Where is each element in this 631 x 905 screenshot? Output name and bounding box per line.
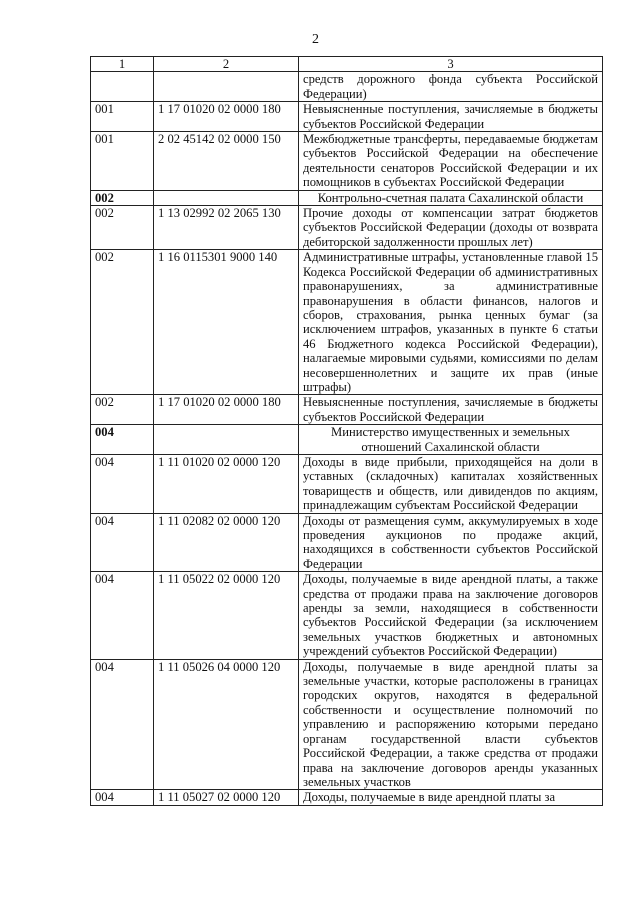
- revenue-description: средств дорожного фонда субъекта Российской Федерации): [299, 72, 603, 102]
- administrator-header-row: [91, 425, 603, 455]
- budget-classification-code: 1 13 02992 02 2065 130: [154, 206, 299, 250]
- admin-code: 004: [91, 572, 154, 659]
- admin-code: 002: [91, 250, 154, 395]
- administrator-header-row: [91, 190, 603, 205]
- table-row: [91, 132, 603, 191]
- table-row: [91, 659, 603, 790]
- budget-classification-code: [154, 425, 299, 455]
- budget-classification-code: [154, 190, 299, 205]
- admin-code: [91, 72, 154, 102]
- admin-code: 001: [91, 132, 154, 191]
- column-header-2: 2: [154, 57, 299, 72]
- admin-code: 004: [91, 513, 154, 572]
- table-header-row: [91, 57, 603, 72]
- admin-code: 002: [91, 206, 154, 250]
- admin-code: 004: [91, 425, 154, 455]
- budget-classification-code: 2 02 45142 02 0000 150: [154, 132, 299, 191]
- admin-code: 001: [91, 102, 154, 132]
- table-row: [91, 572, 603, 659]
- budget-classification-code: 1 16 0115301 9000 140: [154, 250, 299, 395]
- column-header-1: 1: [91, 57, 154, 72]
- revenue-description: Доходы, получаемые в виде арендной платы за: [299, 790, 603, 805]
- revenue-description: Межбюджетные трансферты, передаваемые бюджетам субъектов Российской Федерации на обеспечение деятельности сенаторов Российской Федерации и их помощников в субъектах Российской Федерации: [299, 132, 603, 191]
- table-row: [91, 395, 603, 425]
- revenue-description: Доходы, получаемые в виде арендной платы за земельные участки, которые расположены в границах городских округов, находятся в федеральной собственности и осуществление полномочий по управлению и распоряжению которыми передано органам государственной власти субъектов Российской Федерации, а также средства от продажи права на заключение договоров аренды указанных земельных участков: [299, 659, 603, 790]
- table-row: [91, 206, 603, 250]
- revenue-description: Доходы от размещения сумм, аккумулируемых в ходе проведения аукционов по продаже акций, находящихся в собственности субъектов Российской Федерации: [299, 513, 603, 572]
- table-row: [91, 102, 603, 132]
- budget-classification-code: 1 11 02082 02 0000 120: [154, 513, 299, 572]
- revenue-description: Невыясненные поступления, зачисляемые в бюджеты субъектов Российской Федерации: [299, 395, 603, 425]
- administrator-name: Министерство имущественных и земельных отношений Сахалинской области: [299, 425, 603, 455]
- admin-code: 004: [91, 659, 154, 790]
- budget-classification-code: [154, 72, 299, 102]
- table-row: [91, 513, 603, 572]
- revenue-description: Административные штрафы, установленные главой 15 Кодекса Российской Федерации об административных правонарушениях, за административные правонарушения в области финансов, налогов и сборов, страхования, рынка ценных бумаг (за исключением штрафов, указанных в пункте 6 статьи 46 Бюджетного кодекса Российской Федерации), налагаемые мировыми судьями, комиссиями по делам несовершеннолетних и защите их прав (иные штрафы): [299, 250, 603, 395]
- administrator-name: Контрольно-счетная палата Сахалинской области: [299, 190, 603, 205]
- table-row: [91, 250, 603, 395]
- revenue-description: Прочие доходы от компенсации затрат бюджетов субъектов Российской Федерации (доходы от возврата дебиторской задолженности прошлых лет): [299, 206, 603, 250]
- revenue-code-table: [90, 56, 603, 806]
- budget-classification-code: 1 11 05026 04 0000 120: [154, 659, 299, 790]
- revenue-description: Доходы в виде прибыли, приходящейся на доли в уставных (складочных) капиталах хозяйственных товариществ и обществ, или дивидендов по акциям, принадлежащим субъектам Российской Федерации: [299, 454, 603, 513]
- budget-classification-code: 1 11 01020 02 0000 120: [154, 454, 299, 513]
- page-number: 2: [312, 32, 319, 47]
- admin-code: 004: [91, 454, 154, 513]
- table-row: [91, 790, 603, 805]
- budget-classification-code: 1 17 01020 02 0000 180: [154, 102, 299, 132]
- revenue-description: Невыясненные поступления, зачисляемые в бюджеты субъектов Российской Федерации: [299, 102, 603, 132]
- column-header-3: 3: [299, 57, 603, 72]
- budget-classification-code: 1 11 05027 02 0000 120: [154, 790, 299, 805]
- table-row: [91, 454, 603, 513]
- table-row: [91, 72, 603, 102]
- budget-classification-code: 1 11 05022 02 0000 120: [154, 572, 299, 659]
- admin-code: 002: [91, 190, 154, 205]
- budget-classification-code: 1 17 01020 02 0000 180: [154, 395, 299, 425]
- admin-code: 004: [91, 790, 154, 805]
- admin-code: 002: [91, 395, 154, 425]
- revenue-description: Доходы, получаемые в виде арендной платы, а также средства от продажи права на заключение договоров аренды за земли, находящиеся в собственности субъектов Российской Федерации (за исключением земельных участков бюджетных и автономных учреждений субъектов Российской Федерации): [299, 572, 603, 659]
